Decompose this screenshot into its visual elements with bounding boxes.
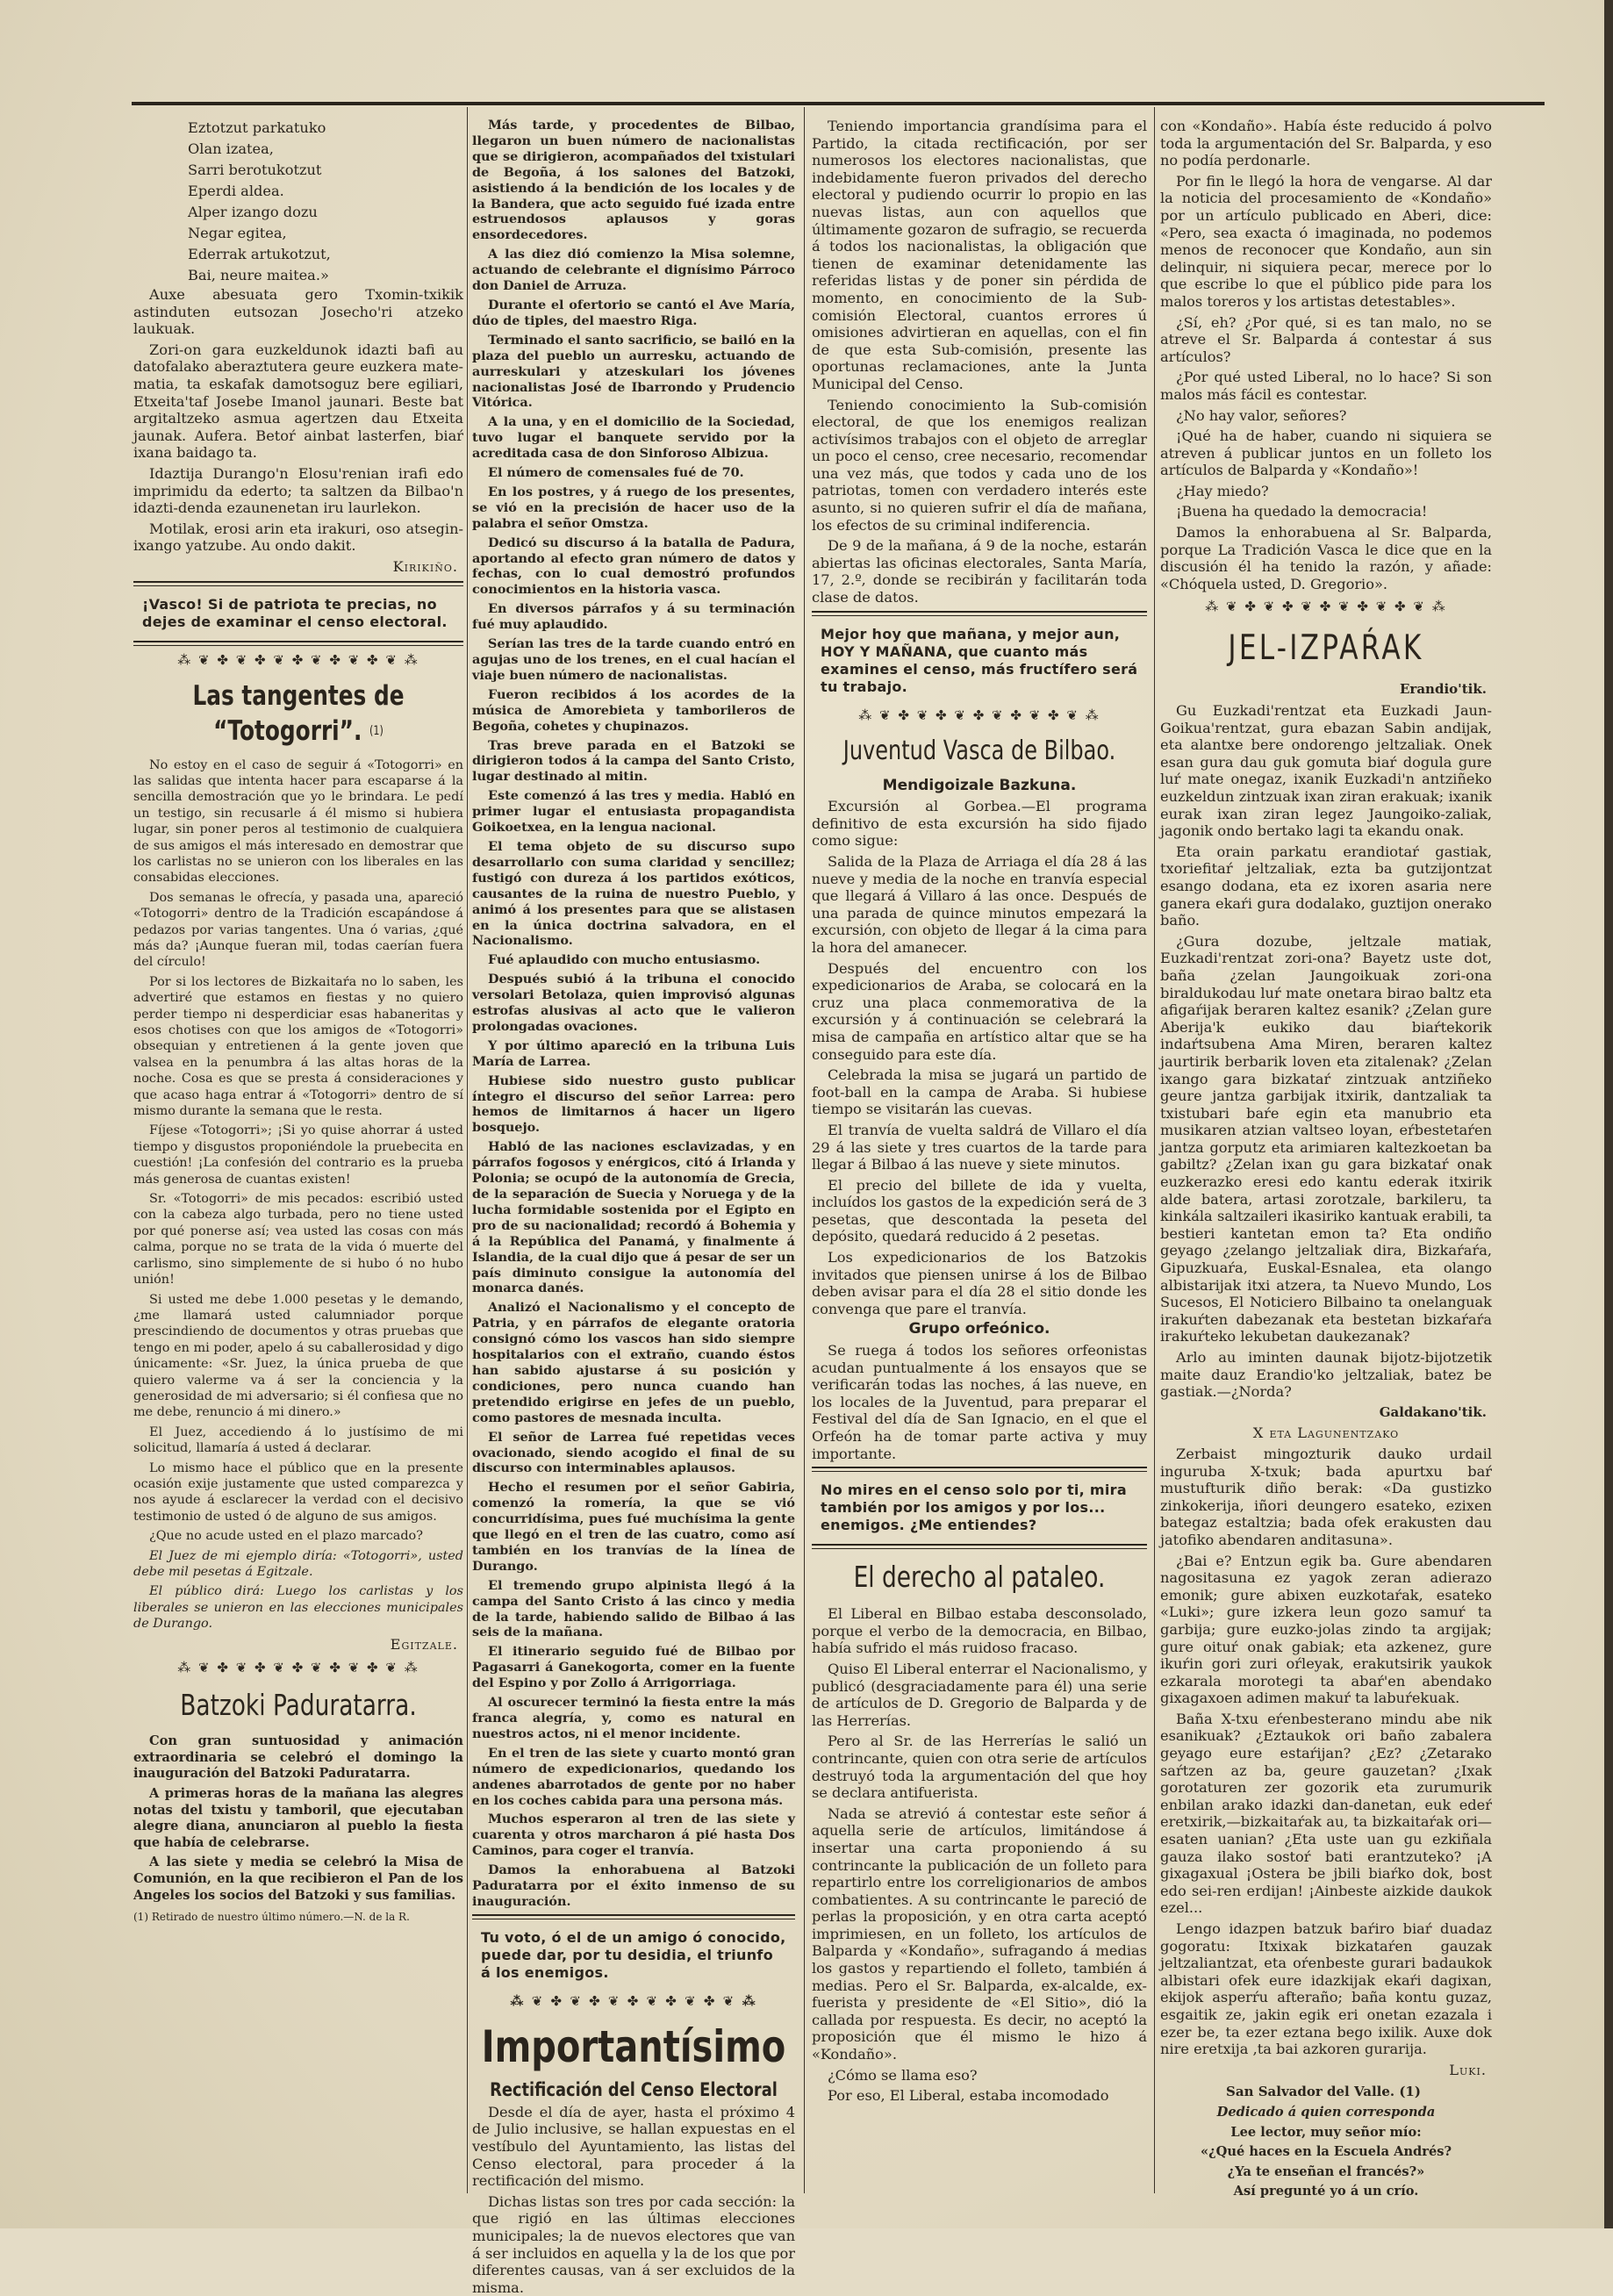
notice-box: No mires en el censo solo por ti, mira también por los amigos y por los... enemigos. ¿Me entiendes? <box>821 1482 1127 1534</box>
column-2 <box>472 118 795 2296</box>
article-headline: El derecho al pataleo. <box>853 1560 1106 1595</box>
paragraph: A primeras horas de la mañana las alegres notas del txistu y tamboril, que ejecutaban alegre diana, anunciaron al pueblo la fiesta que había de celebrarse. <box>133 1786 463 1850</box>
paragraph: Gu Euzkadi'rentzat eta Euzkadi Jaun-Goikua'rentzat, gura ebazan Sabin andijak, eta alantxe bere ondorengo jeltzaliak. Onek esan gura dau guk gomuta biaŕ dogula gure luŕ mate onegaz, ixanik Euzkadi'n antziñeko euzkeldun zintzuak ixan ziran erakuak; ixanik eurak ixan ziran legez Jaungoiko-zaliak, jagonik ondo bertako lagi ta ekandu onak. <box>1160 702 1492 840</box>
paragraph: ¡Qué ha de haber, cuando ni siquiera se atreven á publicar juntos en un folleto los artículos de Balparda y «Kondaño»! <box>1160 427 1492 479</box>
paragraph: En los postres, y á ruego de los presentes, se vió en la precisión de hacer uso de la palabra el señor Omstza. <box>472 484 795 531</box>
double-rule <box>812 1544 1147 1549</box>
byline-place: Galdakano'tik. <box>1379 1403 1487 1420</box>
paragraph: ¿Que no acude usted en el plazo marcado? <box>149 1529 423 1544</box>
column-4 <box>1160 118 1492 2199</box>
ornament-band: ⁂ ❦ ✤ ❦ ✤ ❦ ✤ ❦ ✤ ❦ ✤ ❦ ⁂ <box>858 707 1100 723</box>
notice-box: Mejor hoy que mañana, y mejor aun, HOY Y MAÑANA, que cuanto más examines el censo, más fructífero será tu trabajo. <box>821 625 1138 695</box>
poem <box>133 118 463 286</box>
paragraph: Después subió á la tribuna el conocido versolari Betolaza, quien improvisó algunas estrofas alusivas al acto que le valieron prolongadas ovaciones. <box>472 972 795 1034</box>
paragraph: con «Kondaño». Había éste reducido á polvo toda la argumentación del Sr. Balparda, y eso no podía perdonarle. <box>1160 118 1492 169</box>
paragraph: Idaztija Durango'n Elosu'renian irafi edo imprimidu da ederto; ta saltzen da Bilbao'n idazti-denda ezaunenetan iru laurlekon. <box>133 464 463 517</box>
paragraph: El precio del billete de ida y vuelta, incluídos los gastos de la expedición será de 3 pesetas, que descontada la peseta del depósito, quedará reducido á 2 pesetas. <box>812 1176 1147 1245</box>
verse-line: Dedicado á quien corresponda <box>1216 2104 1436 2120</box>
paragraph: ¿Por qué usted Liberal, no lo hace? Si son malos más fácil es contestar. <box>1160 369 1492 403</box>
footnote: (1) Retirado de nuestro último número.—N. de la R. <box>133 1911 410 1924</box>
paragraph: Con gran suntuosidad y animación extraordinaria se celebró el domingo la inauguración del Batzoki Paduratarra. <box>133 1733 463 1782</box>
paragraph: A las diez dió comienzo la Misa solemne, actuando de celebrante el dignísimo Párroco don Daniel de Arruza. <box>472 247 795 294</box>
paragraph: Hecho el resumen por el señor Gabiria, comenzó la romería, la que se vió concurridísima, pues fué muchísima la gente que llegó en el tren de las cuatro, como así también en los tranvías de la línea de Durango. <box>472 1480 795 1574</box>
paragraph: Dos semanas le ofrecía, y pasada una, apareció «Totogorri» dentro de la Tradición escapándose á pedazos por varias tangentes. Una ó varias, ¿qué más da? ¡Aunque fueran mil, todas caerían fuera del círculo! <box>133 890 463 970</box>
notice-box: ¡Vasco! Si de patriota te precias, no dejes de examinar el censo electoral. <box>142 595 448 630</box>
column-divider <box>467 107 468 2193</box>
column-3 <box>812 118 1147 2176</box>
paragraph: Celebrada la misa se jugará un partido de foot-ball en la campa de Araba. Si hubiese tiempo se visitarán las cuevas. <box>812 1066 1147 1118</box>
paragraph: Teniendo conocimiento la Sub-comisión electoral, de que los enemigos realizan activísimos trabajos con el objeto de arreglar un poco el censo, cree necesario, recomendar una vez más, que todos y cada uno de los patriotas, tomen con verdadero interés este asunto, si no quieren sufrir el día de mañana, los efectos de su criminal indiferencia. <box>812 396 1147 534</box>
poem-line: Negar egitea, <box>188 225 287 241</box>
paragraph: Los expedicionarios de los Batzokis invitados que piensen unirse á los de Bilbao deben avisar para el día 28 el sitio donde les convenga que pare el tranvía. <box>812 1249 1147 1317</box>
verse-line: «¿Qué haces en la Escuela Andrés? <box>1200 2144 1452 2160</box>
double-rule <box>133 581 463 586</box>
paragraph: Fíjese «Totogorri»; ¡Si yo quise ahorrar á usted tiempo y disgustos proponiéndole la pruebecita en cuestión! ¡La confesión del contrario es la prueba más generosa de cuantas existen! <box>133 1123 463 1187</box>
paragraph: ¿Hay miedo? <box>1176 482 1269 499</box>
paragraph: Zori-on gara euzkeldunok idazti bafi au datofalako aberaztutera geure euzkera mate-matia, ta eskafak damotsoguz bere egiliari, Etxeita'taf Josebe Imanol jaunari. Beste bat argitaltzeko asmua agertzen dau Etxeita jaunak. Aufera. Betoŕ ainbat lasterfen, biaŕ ixana baidago ta. <box>133 341 463 462</box>
paragraph: Desde el día de ayer, hasta el próximo 4 de Julio inclusive, se hallan expuestas en el vestíbulo del Ayuntamiento, las listas del Censo electoral, para proceder á la rectificación del mismo. <box>472 2103 795 2190</box>
section-subheadline: Mendigoizale Bazkuna. <box>882 776 1077 794</box>
paragraph: Quiso El Liberal enterrar el Nacionalismo, y publicó (desgraciadamente para él) una serie de artículos de D. Gregorio de Balparda y de las Herrerías. <box>812 1660 1147 1729</box>
paragraph: Pero al Sr. de las Herrerías le salió un contrincante, quien con otra serie de artículos destruyó toda la argumentación del que hoy se declara antifuerista. <box>812 1733 1147 1802</box>
paragraph: El señor de Larrea fué repetidas veces ovacionado, siendo acogido el final de su discurso con interminables aplausos. <box>472 1429 795 1476</box>
verse-line: Lee lector, muy señor mío: <box>1230 2124 1422 2140</box>
paragraph: Dichas listas son tres por cada sección: la que rigió en las últimas elecciones municipales; la de nuevos electores que van á ser incluidos en aquella y la de los que por diferentes causas, van á ser excluidos de la misma. <box>472 2192 795 2296</box>
section-subheadline: X eta Lagunentzako <box>1252 1424 1400 1442</box>
article-headline: Importantísimo <box>481 2020 786 2072</box>
poem-line: Ederrak artukotzut, <box>188 246 331 262</box>
byline-place: San Salvador del Valle. (1) <box>1226 2084 1421 2100</box>
poem-line: Olan izatea, <box>188 140 274 157</box>
article-headline: Batzoki Paduratarra. <box>180 1688 417 1723</box>
verse-line: ¿Ya te enseñan el francés?» <box>1227 2163 1425 2179</box>
paragraph: Arlo au iminten daunak bijotz-bijotzetik maite dauz Erandio'ko jeltzaliak, batez be gastiak.—¿Norda? <box>1160 1349 1492 1401</box>
paragraph: Zerbaist mingozturik dauko urdail inguruba X-txuk; bada apurtxu baŕ mustufturik diño berak: «Da gustizko zinkokerija, iñori deungero esateko, ezixen bategaz estaltzia; bada ofek erakusten dau jatofiko abendaren anditasuna». <box>1160 1445 1492 1548</box>
signature: Kirikiño. <box>392 557 458 575</box>
paragraph: Por si los lectores de Bizkaitaŕa no lo saben, les advertiré que estamos en fiestas y no quiero perder tiempo ni desperdiciar esas habaneritas y esos chotises con que los amigos de «Totogorri» obsequian y entretienen á la gente joven que valsea en la penumbra á las altas horas de la noche. Cosa es que se presta á consideraciones y que acaso haga entrar á «Totogorri» dentro de sí mismo durante la semana que le resta. <box>133 974 463 1119</box>
paragraph: Se ruega á todos los señores orfeonistas acudan puntualmente á los ensayos que se verificarán todas las noches, á las nueve, en los locales de la Juventud, para preparar el Festival del día de San Ignacio, en el que el Orfeón ha de tomar parte activa y muy importante. <box>812 1342 1147 1462</box>
double-rule <box>472 1914 795 1919</box>
paragraph: El Juez, accediendo á lo justísimo de mi solicitud, llamaría á usted á declarar. <box>133 1424 463 1456</box>
poem-line: Eperdi aldea. <box>188 183 284 199</box>
paragraph: El tema objeto de su discurso supo desarrollarlo con suma claridad y sencillez; fustigó con dureza á los partidos exóticos, causantes de la ruina de nuestro Pueblo, y animó á los presentes para que se alistasen en la única doctrina salvadora, en el Nacionalismo. <box>472 838 795 949</box>
column-divider <box>1154 107 1155 2193</box>
paragraph: Auxe abesuata gero Txomin-txikik astinduten eutsozan Josecho'ri atzeko laukuak. <box>133 286 463 338</box>
paragraph: A las siete y media se celebró la Misa de Comunión, en la que recibieron el Pan de los Angeles los socios del Batzoki y sus familias. <box>133 1855 463 1903</box>
paragraph: Terminado el santo sacrificio, se bailó en la plaza del pueblo un aurresku, actuando de aurreskulari y atzeskulari los jóvenes nacionalistas José de Ibarrondo y Prudencio Vitórica. <box>472 332 795 411</box>
paragraph: El público dirá: Luego los carlistas y los liberales se unieron en las elecciones municipales de Durango. <box>133 1584 463 1632</box>
paragraph: Durante el ofertorio se cantó el Ave María, dúo de tiples, del maestro Riga. <box>472 297 795 328</box>
double-rule <box>812 1467 1147 1472</box>
poem-line: Eztotzut parkatuko <box>188 119 326 136</box>
double-rule <box>133 641 463 646</box>
ornament-band: ⁂ ❦ ✤ ❦ ✤ ❦ ✤ ❦ ✤ ❦ ✤ ❦ ⁂ <box>177 1660 419 1676</box>
paragraph: Fueron recibidos á los acordes de la música de Amorebieta y tamborileros de Begoña, cohetes y chupinazos. <box>472 686 795 734</box>
paragraph: Nada se atrevió á contestar este señor á aquella serie de artículos, limitándose á insertar una carta proponiendo á su contrincante la publicación de un folleto para repartirlo entre los correligionarios de ambos combatientes. A su contrincante le pareció de perlas la proposición, y en otra carta aceptó imprimiesen, en un folleto, los artículos de Balparda y «Kondaño», sufragando á medias los gastos y repartiendo el folleto, también á medias. Pero el Sr. Balparda, ex-alcalde, ex-fuerista y presidente de «El Sitio», dió la callada por respuesta. Es decir, no aceptó la proposición que él mismo le hizo á «Kondaño». <box>812 1805 1147 2063</box>
paragraph: Al oscurecer terminó la fiesta entre la más franca alegría, y, como es natural en nuestros actos, ni el menor incidente. <box>472 1695 795 1741</box>
poem-line: Bai, neure maitea.» <box>188 267 329 283</box>
paragraph: Después del encuentro con los expedicionarios de Araba, se colocará en la cruz una placa conmemorativa de la excursión y á continuación se celebrará la misa de campaña en artístico altar que se ha conseguido para este día. <box>812 959 1147 1063</box>
paragraph: En el tren de las siete y cuarto montó gran número de expedicionarios, quedando los andenes abarrotados de gente por no haber en los coches cabida para una persona más. <box>472 1745 795 1808</box>
paragraph: ¿Gura dozube, jeltzale matiak, Euzkadi'rentzat zori-ona? Bayetz uste dot, baña ¿zelan Jaungoikuak zori-ona biraldukodau luŕ mate onetara birao baltz eta afigaŕijak beraren kaltez esanik? ¿Zelan gure Aberija'k eukiko dau biaŕtekorik indaŕtsubena Ama Miren, beraren kaltez jaurtirik berbarik loven eta zitalenak? ¿Zelan ixango gara bizkataŕ zintzuak antziñeko geure jantza garbijak itxirik, dantzaliak ta txistubari baŕe egin eta manubrio eta musikaren atzian valtseo loyan, eŕbestetaŕen jantza gorputz eta arimiaren kaltezkoetan ba gabiltz? ¿Zelan ixan gu gara bizkataŕ onak euzkerazko eresi edo kantu ederak itxirik alde batera, artasi zorotzale, barkileru, ta kinkála saltzaileri ikasiriko kantuak erabili, ta bestieri kantetan emon ta? Eta ondiño geyago ¿zelango jeltzaliak dira, Bizkaŕaŕa, Gipuzkuaŕa, Euskal-Esnalea, eta olango albistarijak itxi atzera, ta Nuevo Mundo, Los Sucesos, El Noticiero Bilbaino ta onelanguak irakuŕten dabezanak eta bestetan bizkaŕaŕa irakuŕteko lekubetan daukezanak? <box>1160 932 1492 1345</box>
paragraph: El Juez de mi ejemplo diría: «Totogorri», usted debe mil pesetas á Egitzale. <box>133 1548 463 1579</box>
poem-line: Sarri berotukotzut <box>188 161 322 178</box>
paragraph: ¿No hay valor, señores? <box>1176 406 1347 424</box>
ornament-band: ⁂ ❦ ✤ ❦ ✤ ❦ ✤ ❦ ✤ ❦ ✤ ❦ ⁂ <box>510 1992 757 2009</box>
article-headline <box>139 678 459 749</box>
paragraph: No estoy en el caso de seguir á «Totogorri» en las salidas que intenta hacer para escaparse á la sencilla demostración que yo le brindara. Le pedí un testigo, sin recusarle á él mismo si hubiera lugar, sin poner peros al testimonio de cualquiera de sus amigos el más interesado en demostrar que los carlistas no se unieron con los liberales en las consabidas elecciones. <box>133 757 463 886</box>
paragraph: Salida de la Plaza de Arriaga el día 28 á las nueve y media de la noche en tranvía especial que llegará á Villaro á las once. Después de una parada de quince minutos empezará la excursión, con objeto de llegar á la cima para la hora del amanecer. <box>812 853 1147 956</box>
paragraph: Por fin le llegó la hora de vengarse. Al dar la noticia del procesamiento de «Kondaño» por un artículo publicado en Aberi, dice: «Pero, sea exacta ó imaginada, no podemos menos de reconocer que Kondaño, aun sin delinquir, ni siquiera pecar, merece por lo que escribe lo que el público pide para los malos toreros y los artistas detestables». <box>1160 172 1492 310</box>
signature: Egitzale. <box>390 1635 458 1653</box>
paragraph: El Liberal en Bilbao estaba desconsolado, porque el verbo de la democracia, en Bilbao, había sufrido el más ruidoso fracaso. <box>812 1605 1147 1657</box>
top-rule <box>132 102 1545 105</box>
paragraph: El itinerario seguido fué de Bilbao por Pagasarri á Ganekogorta, comer en la fuente del Espino y por Zollo á Arrigorriaga. <box>472 1644 795 1691</box>
paragraph: ¡Buena ha quedado la democracia! <box>1176 503 1428 520</box>
paragraph: Habló de las naciones esclavizadas, y en párrafos fogosos y enérgicos, citó á Irlanda y Polonia; se ocupó de la autonomía de Grecia, de la separación de Suecia y Noruega y de la lucha formidable sostenida por el Egipto en pro de su nacionalidad; recordó á Bohemia y á la República del Panamá, y finalmente á Islandia, de la cual dijo que á pesar de ser un país diminuto consigue la autonomía del monarca danés. <box>472 1139 795 1296</box>
paragraph: De 9 de la mañana, á 9 de la noche, estarán abiertas las oficinas electorales, Santa María, 17, 2.º, donde se recibirán y facilitarán toda clase de datos. <box>812 537 1147 606</box>
paragraph: Si usted me debe 1.000 pesetas y le demando, ¿me llamará usted calumniador porque prescindiendo de documentos y otras pruebas que tengo en mi poder, apelo á su caballerosidad y digo únicamente: «Sr. Juez, la única prueba de que quiero valerme va á ser la conciencia y la generosidad de mi adversario; si él confiesa que no me debe, renuncio á mi dinero.» <box>133 1292 463 1420</box>
paragraph: Lo mismo hace el público que en la presente ocasión exije justamente que usted comparezca y nos ayude á esclarecer la verdad con el decisivo testimonio de usted ó de alguno de sus amigos. <box>133 1460 463 1524</box>
page-edge-shadow <box>1604 0 1613 2228</box>
paragraph: Eta orain parkatu erandiotaŕ gastiak, txoriefitaŕ jeltzaliak, ezta ba gutzijontzat esango dodana, eta ez ixoren asaria nere ganera ekaŕi gura dodalako, guztijon onerako baño. <box>1160 843 1492 929</box>
paragraph: Hubiese sido nuestro gusto publicar íntegro el discurso del señor Larrea: pero hemos de limitarnos á hacer un ligero bosquejo. <box>472 1073 795 1136</box>
paragraph: Este comenzó á las tres y media. Habló en primer lugar el entusiasta propagandista Goikoetxea, en la lengua nacional. <box>472 788 795 836</box>
article-headline: JEL-IZPAŔAK <box>1228 628 1424 669</box>
paragraph: Analizó el Nacionalismo y el concepto de Patria, y en párrafos de elegante oratoria consignó cómo los vascos han sido siempre hospitalarios con el extraño, cuando éstos han sabido ajustarse á su posición y condiciones, pero nunca cuando han pretendido erigirse en jefes de un pueblo, como pastores de mesnada inculta. <box>472 1300 795 1425</box>
footnote-mark: (1) <box>369 723 384 738</box>
section-subheadline: Grupo orfeónico. <box>908 1320 1050 1338</box>
headline-text: Las tangentes de “Totogorri”. <box>192 679 405 747</box>
paragraph: Sr. «Totogorri» de mis pecados: escribió usted con la cabeza algo turbada, pero no tiene usted por qué ponerse así; vea usted las cosas con más calma, porque no se trata de la vida ó muerte del carlismo, sino simplemente de si hubo ó no hubo unión! <box>133 1192 463 1288</box>
paragraph: Lengo idazpen batzuk baŕiro biaŕ duadaz gogoratu: Itxixak bizkataŕen gauzak jeltzaliantzat, eta oŕenbeste gurari badaukok albistari ofek eure idazkijak ekaŕi dagixan, ekijok asperŕu afteraño; baña kontu guzaz, esgaitik ze, jakin egik eri onetan ezazala i ezer be, ta ezer eztana bego ixilik. Auxe dok nire eretxija ,ta bai azkoren gurarija. <box>1160 1920 1492 2058</box>
ornament-band: ⁂ ❦ ✤ ❦ ✤ ❦ ✤ ❦ ✤ ❦ ✤ ❦ ⁂ <box>177 651 419 668</box>
ornament-band: ⁂ ❦ ✤ ❦ ✤ ❦ ✤ ❦ ✤ ❦ ✤ ❦ ⁂ <box>1205 599 1447 615</box>
paragraph: El número de comensales fué de 70. <box>488 465 744 481</box>
paragraph: Y por último apareció en la tribuna Luis María de Larrea. <box>472 1037 795 1069</box>
article-subheadline: Rectificación del Censo Electoral <box>490 2078 778 2100</box>
paragraph: El tremendo grupo alpinista llegó á la campa del Santo Cristo á las cinco y media de la tarde, habiendo salido de Bilbao á las seis de la mañana. <box>472 1577 795 1640</box>
article-headline: Juventud Vasca de Bilbao. <box>842 735 1116 766</box>
verse-line: Así pregunté yo á un crío. <box>1233 2184 1419 2199</box>
paragraph: Tras breve parada en el Batzoki se dirigieron todos á la campa del Santo Cristo, lugar destinado al mitin. <box>472 737 795 785</box>
paragraph: Por eso, El Liberal, estaba incomodado <box>828 2087 1109 2105</box>
paragraph: Muchos esperaron al tren de las siete y cuarenta y otros marcharon á pié hasta Dos Caminos, para coger el tranvía. <box>472 1812 795 1859</box>
paragraph: ¿Cómo se llama eso? <box>828 2066 978 2084</box>
byline-place: Erandio'tik. <box>1400 681 1487 698</box>
paragraph: Damos la enhorabuena al Sr. Balparda, porque La Tradición Vasca le dice que en la discusión él ha tenido la razón, y añade: «Chóquela usted, D. Gregorio». <box>1160 524 1492 592</box>
paragraph: Más tarde, y procedentes de Bilbao, llegaron un buen número de nacionalistas que se dirigieron, acompañados del txistulari de Begoña, á los salones del Batzoki, asistiendo á la bendición de los locales y de la Bandera, que acto seguido fué izada entre estruendosos aplausos y goras ensordecedores. <box>472 118 795 243</box>
paragraph: Baña X-txu eŕenbesterano mindu abe nik esanikuak? ¿Eztaukok ori baño zabalera geyago eure estaŕijan? ¿Ez? ¿Zetarako saŕtzen az ba, geure gauzetan? ¿Ixak gorotaturen zer gozorik eta zurumurik enbilan arako idazki dan-danetan, euk edeŕ eretxirik,—bizkaitaŕak au, ta bizkaitaŕak ori—esaten uanian? ¿Eta uste uan gu ezkiñala gauza ilako sostoŕ bati erantzuteko? ¡A gixagaxual ¡Ostera be jbili biaŕko dok, bost edo sei-ren erdijan! ¡Ainbeste aizkide daukok ezel... <box>1160 1710 1492 1917</box>
signature: Luki. <box>1449 2061 1487 2078</box>
paragraph: Teniendo importancia grandísima para el Partido, la citada rectificación, por ser numerosos los electores nacionalistas, que indebidamente fueron privados del derecho electoral y pudiendo ocurrir lo propio en las nuevas listas, aun con aquellos que últimamente gozaron de sufragio, se recuerda á todos los nacionalistas, la obligación que tienen de examinar detenidamente las referidas listas y de poner sin pérdida de momento, en conocimiento de la Sub-comisión Electoral, cuantos errores ú omisiones advirtieran en aquellas, con el fin de que esta Sub-comisión, presente las oportunas reclamaciones, ante la Junta Municipal del Censo. <box>812 118 1147 392</box>
paragraph: Serían las tres de la tarde cuando entró en agujas uno de los trenes, en el cual hacían el viaje buen número de nacionalistas. <box>472 636 795 683</box>
column-1 <box>133 118 463 2176</box>
double-rule <box>812 611 1147 616</box>
paragraph: Excursión al Gorbea.—El programa definitivo de esta excursión ha sido fijado como sigue: <box>812 798 1147 850</box>
paragraph: En diversos párrafos y á su terminación fué muy aplaudido. <box>472 601 795 633</box>
column-divider <box>804 107 805 2193</box>
paragraph: El tranvía de vuelta saldrá de Villaro el día 29 á las siete y tres cuartos de la tarde para llegar á Bilbao á las nueve y siete minutos. <box>812 1121 1147 1173</box>
paragraph: Motilak, erosi arin eta irakuri, oso atsegin-ixango yatzube. Au ondo dakit. <box>133 520 463 555</box>
notice-box: Tu voto, ó el de un amigo ó conocido, puede dar, por tu desidia, el triunfo á los enemigos. <box>481 1928 786 1981</box>
poem-line: Alper izango dozu <box>188 204 318 220</box>
paragraph: Dedicó su discurso á la batalla de Padura, aportando al efecto gran número de datos y fechas, con lo cual demostró profundos conocimientos en la historia vasca. <box>472 535 795 598</box>
paragraph: ¿Sí, eh? ¿Por qué, si es tan malo, no se atreve el Sr. Balparda á contestar á sus artículos? <box>1160 313 1492 365</box>
paragraph: Damos la enhorabuena al Batzoki Paduratarra por el éxito inmenso de su inauguración. <box>472 1862 795 1909</box>
paragraph: ¿Bai e? Entzun egik ba. Gure abendaren nagositasuna ez yagok zeran adierazo emonik; gure abixen euzkotaŕak, esateko «Luki»; gure izkera leun gozo samuŕ ta garbija; gure euzko-jolas zindo ta argijak; gure oituŕ onak gabiak; eta azkenez, gure ikuŕin gori zuri oŕleyak, erakutsirik yaukok ezkarala morotegi ta abaŕ'en abendako gixagaxoen adimen makuŕ ta labuŕekuak. <box>1160 1552 1492 1707</box>
paragraph: A la una, y en el domicilio de la Sociedad, tuvo lugar el banquete servido por la acreditada casa de don Sinforoso Albizua. <box>472 414 795 462</box>
paragraph: Fué aplaudido con mucho entusiasmo. <box>488 952 761 968</box>
